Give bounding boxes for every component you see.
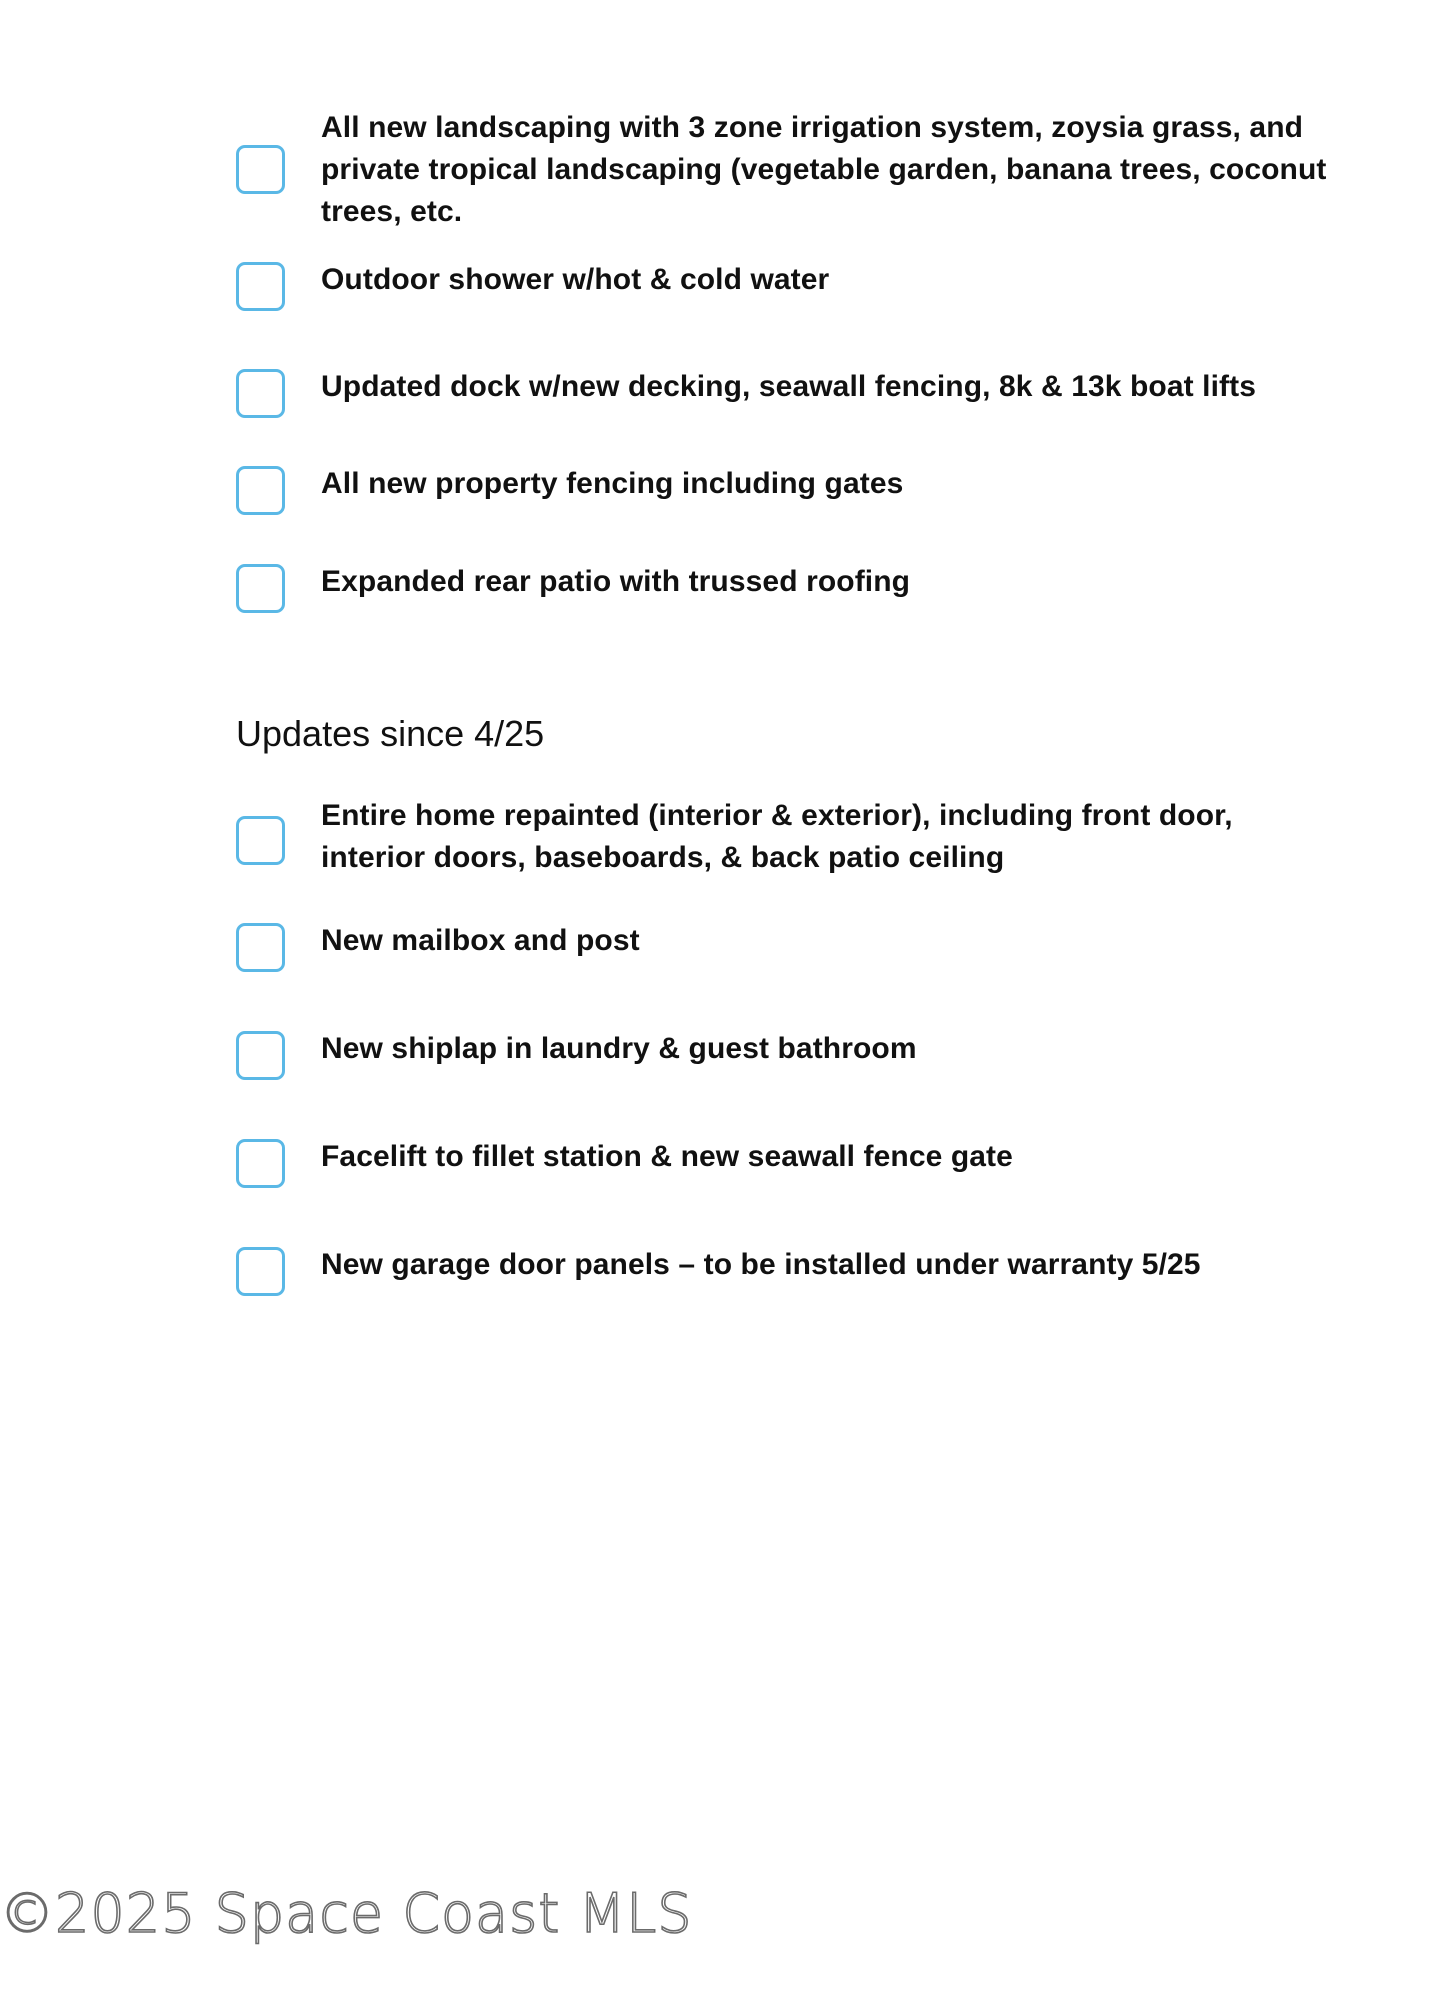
checkbox[interactable]	[236, 262, 285, 311]
checklist-item[interactable]	[236, 1031, 917, 1080]
checklist-item-label: New garage door panels – to be installed under warranty 5/25	[321, 1248, 1201, 1281]
checkbox[interactable]	[236, 145, 285, 194]
checklist-item-label: Outdoor shower w/hot & cold water	[321, 263, 830, 296]
checklist-item[interactable]	[236, 466, 904, 515]
checklist-item[interactable]	[236, 369, 1256, 418]
checkbox[interactable]	[236, 923, 285, 972]
checklist-item-label: Facelift to fillet station & new seawall fence gate	[321, 1140, 1013, 1173]
checkbox[interactable]	[236, 1139, 285, 1188]
section-heading: Updates since 4/25	[236, 713, 545, 754]
checklist-item[interactable]	[236, 1139, 1013, 1188]
checkbox[interactable]	[236, 816, 285, 865]
checkbox[interactable]	[236, 564, 285, 613]
checkbox[interactable]	[236, 369, 285, 418]
copyright-watermark: ©2025 Space Coast MLS	[0, 1882, 693, 1945]
checkbox[interactable]	[236, 1031, 285, 1080]
checklist-item[interactable]	[236, 799, 1233, 874]
checkbox[interactable]	[236, 1247, 285, 1296]
checklist-item-label: Entire home repainted (interior & exterior), including front door, interior doors, baseboards, & back patio ceiling	[321, 799, 1233, 874]
checklist-item[interactable]	[236, 923, 640, 972]
checklist-item[interactable]	[236, 111, 1327, 228]
checklist-item-label: Expanded rear patio with trussed roofing	[321, 565, 911, 598]
checkbox[interactable]	[236, 466, 285, 515]
checklist-item-label: Updated dock w/new decking, seawall fencing, 8k & 13k boat lifts	[321, 370, 1256, 403]
checklist-item-label: All new landscaping with 3 zone irrigation system, zoysia grass, and private tropical landscaping (vegetable garden, banana trees, coconut trees, etc.	[321, 111, 1327, 228]
checklist-item-label: New mailbox and post	[321, 924, 640, 957]
checklist-item[interactable]	[236, 262, 830, 311]
checklist-item[interactable]	[236, 564, 911, 613]
checklist-item[interactable]	[236, 1247, 1201, 1296]
checklist-item-label: All new property fencing including gates	[321, 467, 904, 500]
checklist-item-label: New shiplap in laundry & guest bathroom	[321, 1032, 917, 1065]
